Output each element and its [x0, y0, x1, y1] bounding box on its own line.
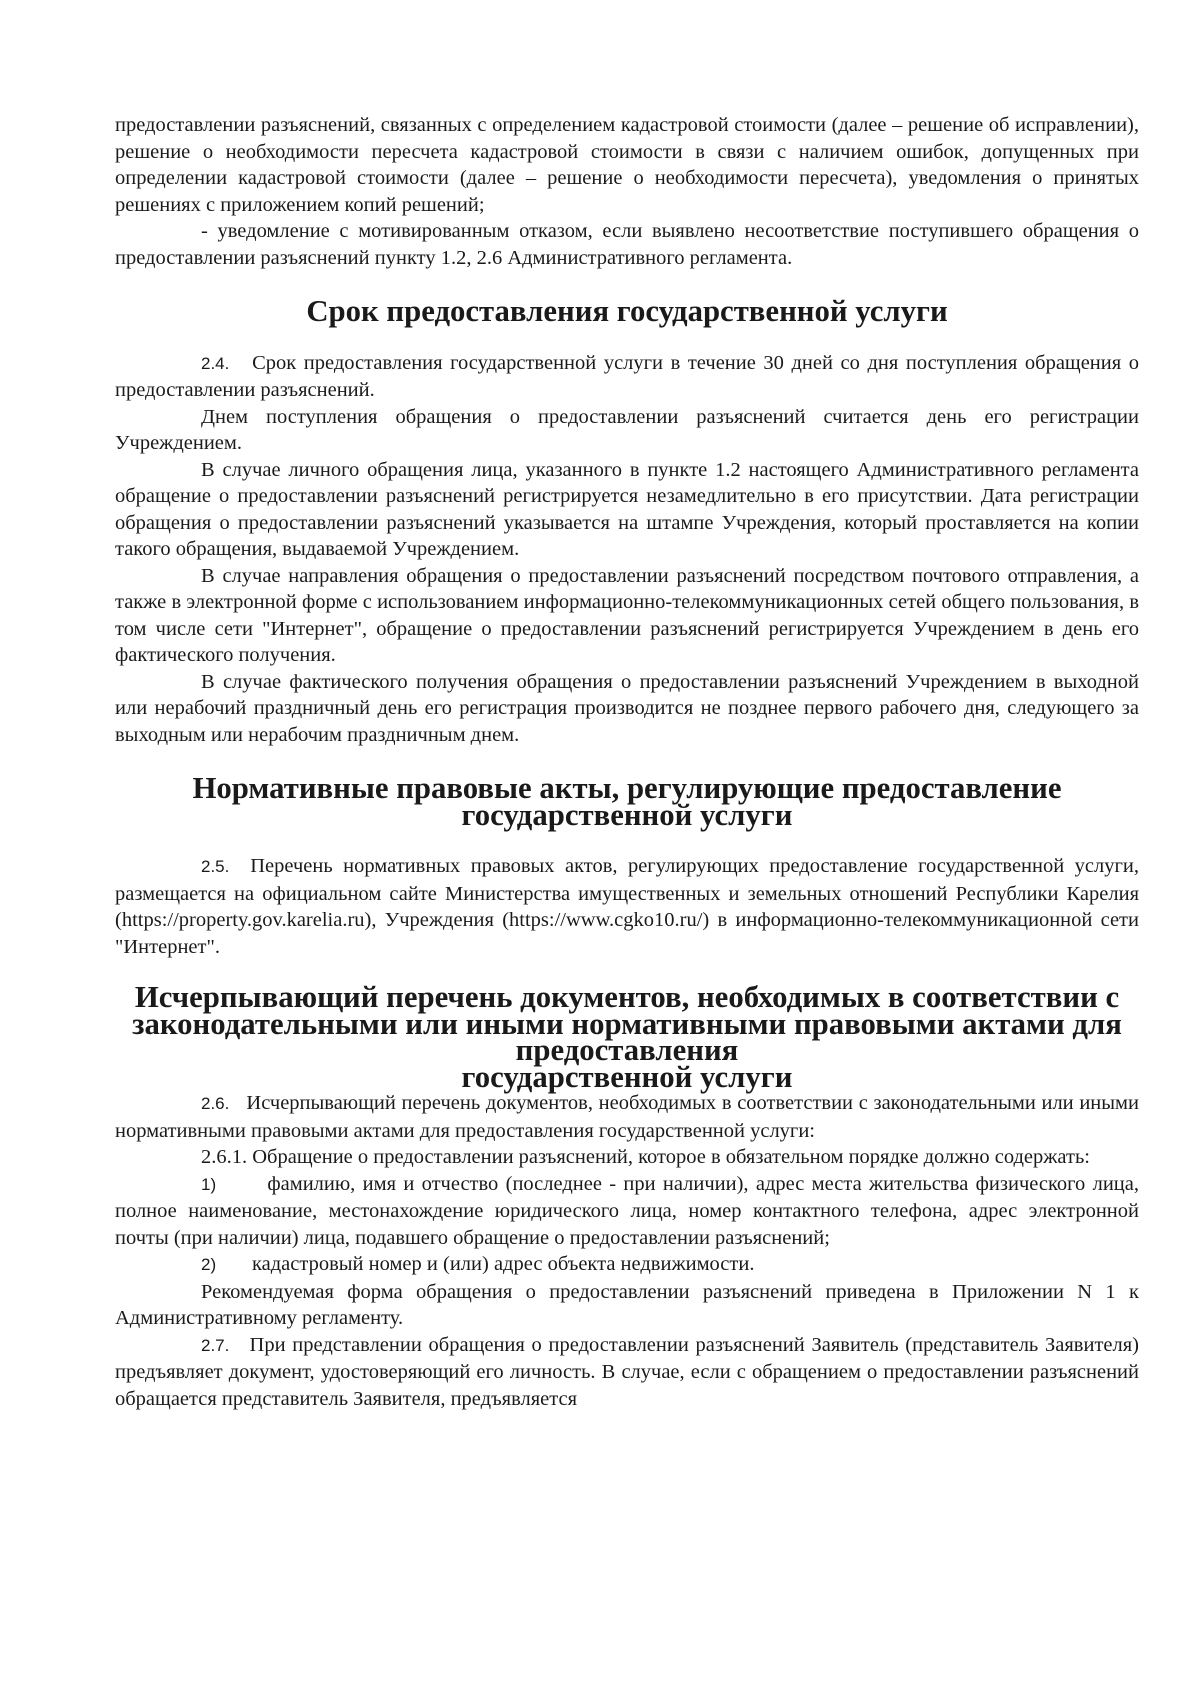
list-number: 2) [201, 1255, 217, 1274]
docs-paragraph-2-6 [115, 1090, 1139, 1144]
clause-text: Срок предоставления государственной услуги в течение 30 дней со дня поступления обращения о предоставлении разъяснений. [115, 351, 1140, 401]
heading-line: государственной услуги [461, 797, 793, 832]
clause-number: 2.6. [201, 1094, 230, 1113]
term-paragraph-5: В случае фактического получения обращения о предоставлении разъяснений Учреждением в выходной или нерабочий праздничный день его регистрация производится не позднее первого рабочего дня, следующего за выходным или нерабочим праздничным днем. [115, 670, 1139, 746]
term-paragraph-2-4 [115, 350, 1139, 404]
clause-number: 2.7. [201, 1335, 230, 1355]
heading-line: Исчерпывающий перечень документов, необходимых в соответствии с [134, 980, 1120, 1014]
list-text: кадастровый номер и (или) адрес объекта недвижимости. [252, 1253, 755, 1275]
section-term-heading: Срок предоставления государственной услуги [306, 294, 948, 328]
docs-paragraph-2-6-1: 2.6.1. Обращение о предоставлении разъяснений, которое в обязательном порядке должно содержать: [201, 1146, 1091, 1168]
clause-number: 2.5. [201, 857, 230, 876]
term-paragraph-4: В случае направления обращения о предоставлении разъяснений посредством почтового отправления, а также в электронной форме с использованием информационно-телекоммуникационных сетей общего пользования, в том числе сети "Интернет", обращение о предоставлении разъяснений регистрируется Учреждением в день его фактического получения. [115, 564, 1139, 666]
heading-line: Нормативные правовые акты, регулирующие предоставление [192, 771, 1062, 805]
intro-paragraph-1: предоставлении разъяснений, связанных с определением кадастровой стоимости (далее – решение об исправлении), решение о необходимости пересчета кадастровой стоимости в связи с наличием ошибок, допущенных при определении кадастровой стоимости (далее – решение о необходимости пересчета), уведомления о принятых решениях с приложением копий решений; [115, 114, 1139, 216]
section-docs-heading [115, 980, 1139, 1094]
acts-paragraph-2-5 [115, 853, 1139, 960]
intro-paragraph-2: - уведомление с мотивированным отказом, если выявлено несоответствие поступившего обращения о предоставлении разъяснений пункту 1.2, 2.6 Административного регламента. [115, 220, 1139, 269]
section-acts-heading [115, 771, 1139, 832]
list-text: фамилию, имя и отчество (последнее - при наличии), адрес места жительства физического лица, полное наименование, местонахождение юридического лица, номер контактного телефона, адрес электронной почты (при наличии) лица, подавшего обращение о предоставлении разъяснений; [115, 1172, 1139, 1249]
clause-text: Перечень нормативных правовых актов, регулирующих предоставление государственной услуги, размещается на официальном сайте Министерства имущественных и земельных отношений Республики Карелия (https://property.gov.karelia.ru), Учреждения (https://www.cgko10.ru/) в информационно-телекоммуникационной сети "Интернет". [115, 855, 1139, 958]
docs-paragraph-form: Рекомендуемая форма обращения о предоставлении разъяснений приведена в Приложении N 1 к Административному регламенту. [115, 1280, 1139, 1329]
docs-paragraph-2-7 [115, 1332, 1139, 1413]
clause-text: Исчерпывающий перечень документов, необходимых в соответствии с законодательными или иными нормативными правовыми актами для предоставления государственной услуги: [115, 1092, 1139, 1142]
docs-list-item-2 [115, 1251, 1139, 1279]
clause-text: При представлении обращения о предоставлении разъяснений Заявитель (представитель Заявителя) предъявляет документ, удостоверяющий его личность. В случае, если с обращением о предоставлении разъяснений обращается представитель Заявителя, предъявляется [115, 1333, 1139, 1410]
term-paragraph-3: В случае личного обращения лица, указанного в пункте 1.2 настоящего Административного регламента обращение о предоставлении разъяснений регистрируется незамедлительно в его присутствии. Дата регистрации обращения о предоставлении разъяснений указывается на штампе Учреждения, который проставляется на копии такого обращения, выдаваемой Учреждением. [115, 458, 1139, 560]
clause-number: 2.4. [201, 353, 230, 373]
docs-list-item-1 [115, 1171, 1139, 1252]
list-number: 1) [201, 1174, 217, 1194]
term-paragraph-2: Днем поступления обращения о предоставлении разъяснений считается день его регистрации Учреждением. [115, 405, 1139, 454]
heading-line: законодательными или иными нормативными правовыми актами для предоставления [132, 1006, 1122, 1067]
heading-line: государственной услуги [461, 1059, 793, 1094]
